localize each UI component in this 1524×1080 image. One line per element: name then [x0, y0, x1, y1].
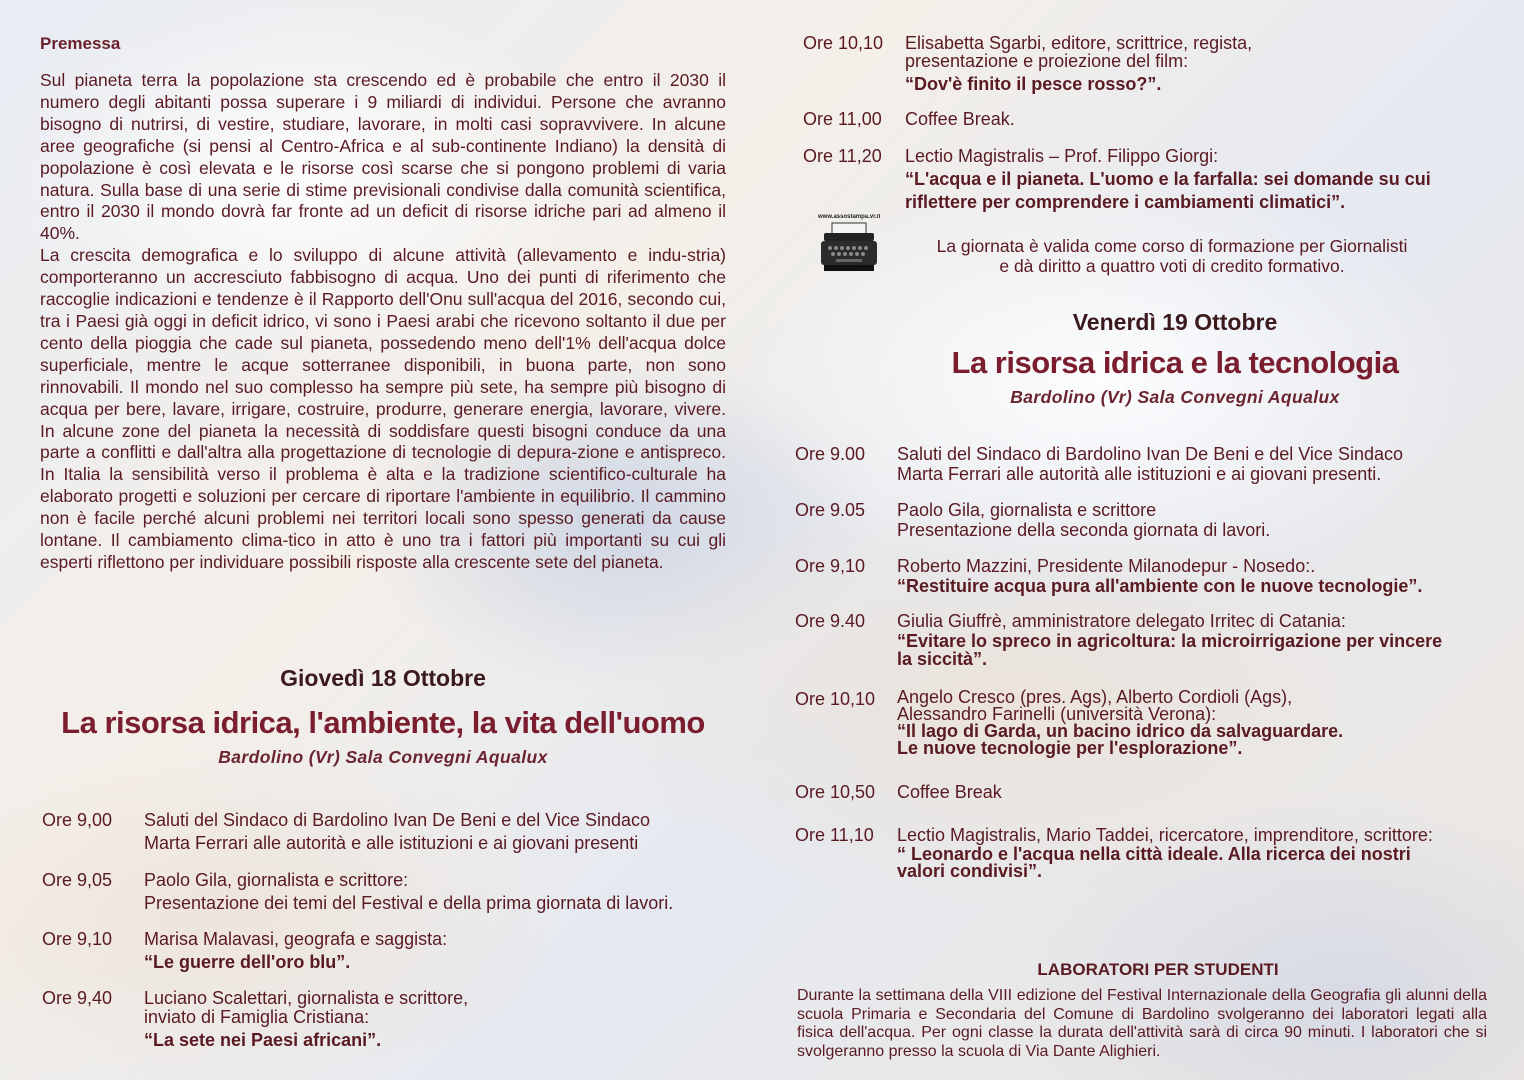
program-talk-title: “Restituire acqua pura all'ambiente con le nuove tecnologie”.	[897, 576, 1423, 596]
program-detail: inviato di Famiglia Cristiana:	[144, 1007, 370, 1027]
typewriter-icon	[818, 221, 880, 275]
program-time: Ore 9.00	[795, 444, 866, 464]
training-note-line2: e dà diritto a quattro voti di credito formativo.	[999, 256, 1345, 276]
program-talk-title-cont: Le nuove tecnologie per l'esplorazione”.	[897, 738, 1243, 758]
premessa-paragraph-2: La crescita demografica e lo sviluppo di alcune attività (allevamento e indu-stria) comporteranno un accresciuto fabbisogno di acqua. Uno dei punti di riferimento che raccoglie indicazioni e tendenze è il Rapporto dell'Onu sull'acqua del 2016, secondo cui, tra i Paesi già oggi in deficit idrico, vi sono i Paesi arabi che ricevono soltanto il due per cento della pioggia che cade sul pianeta, possedendo meno dell'1% dell'acqua dolce superficiale, mentre le acque sotterranee disponibili, in buona parte, non sono rinnovabili. Il mondo nel suo complesso ha sempre più sete, ha sempre più bisogno di acqua per bere, lavare, irrigare, costruire, produrre, generare energia, lavorare, vivere. In alcune zone del pianeta la necessità di soddisfare questi bisogni conduce da una parte a conflitti e dall'altra alla progettazione di tecnologie di depura-zione e antispreco. In Italia la sensibilità verso il problema è alta e la tradizione scientifico-culturale ha elaborato progetti e soluzioni per cercare di riportare l'ambiente in equilibrio. Il cammino non è facile perché alcuni problemi nei territori locali sono spesso generati da cause lontane. Il cambiamento clima-tico in atto è uno tra i fattori più importanti su cui gli esperti riflettono per individuare possibili risposte alla crescente sete del pianeta.	[40, 245, 726, 572]
program-item	[803, 33, 1503, 94]
program-talk-title: “Le guerre dell'oro blu”.	[144, 952, 351, 972]
program-time: Ore 9,05	[42, 870, 113, 890]
program-talk-title: “Evitare lo spreco in agricoltura: la microirrigazione per vincere	[897, 631, 1443, 651]
typewriter-logo-url: www.assostampa.vr.it	[818, 214, 880, 220]
day2-title: La risorsa idrica e la tecnologia	[951, 345, 1399, 380]
program-speaker: Roberto Mazzini, Presidente Milanodepur - Nosedo:.	[897, 556, 1316, 576]
program-time: Ore 11,20	[803, 146, 882, 166]
program-speaker: Paolo Gila, giornalista e scrittore:	[144, 870, 409, 890]
program-time: Ore 9.40	[795, 611, 866, 631]
premessa-paragraph-1: Sul pianeta terra la popolazione sta crescendo ed è probabile che entro il 2030 il numero degli abitanti possa superare i 9 miliardi di individui. Persone che avranno bisogno di nutrirsi, di vestire, studiare, lavorare, in molti casi sopravvivere. In alcune aree geografiche (si pensi al Centro-Africa e al sub-continente Indiano) la densità di popolazione è così elevata e le risorse così scarse che si pongono problemi di varia natura. Sulla base di una serie di stime previsionali condivise dalla comunità scientifica, entro il 2030 il mondo dovrà far fronte ad un deficit di risorse idriche pari ad almeno il 40%.	[40, 70, 726, 244]
program-speaker: Paolo Gila, giornalista e scrittore	[897, 500, 1157, 520]
program-item	[42, 988, 742, 1050]
day1-title: La risorsa idrica, l'ambiente, la vita dell'uomo	[61, 705, 705, 740]
program-detail: presentazione e proiezione del film:	[905, 51, 1189, 71]
program-talk-title: “Il lago di Garda, un bacino idrico da salvaguardare.	[897, 721, 1344, 741]
program-speaker: Elisabetta Sgarbi, editore, scrittrice, regista,	[905, 33, 1253, 53]
program-item	[795, 556, 1505, 596]
program-speaker: Saluti del Sindaco di Bardolino Ivan De Beni e del Vice Sindaco	[897, 444, 1403, 464]
program-detail: Presentazione della seconda giornata di lavori.	[897, 520, 1271, 540]
program-speaker: Lectio Magistralis, Mario Taddei, ricercatore, imprenditore, scrittore:	[897, 825, 1433, 845]
program-talk-title: “ Leonardo e l'acqua nella città ideale. Alla ricerca dei nostri	[897, 844, 1411, 864]
day1-date: Giovedì 18 Ottobre	[280, 665, 486, 691]
program-detail: Presentazione dei temi del Festival e della prima giornata di lavori.	[144, 893, 674, 913]
program-talk-title: “L'acqua e il pianeta. L'uomo e la farfalla: sei domande su cui	[905, 169, 1431, 189]
program-talk-title-cont: la siccità”.	[897, 649, 988, 669]
program-speaker: Lectio Magistralis – Prof. Filippo Giorgi:	[905, 146, 1219, 166]
program-item	[803, 146, 1503, 212]
training-note-line1: La giornata è valida come corso di formazione per Giornalisti	[936, 236, 1408, 256]
program-item	[795, 689, 1505, 757]
program-time: Ore 9,00	[42, 810, 113, 830]
program-item	[803, 109, 1503, 129]
program-time: Ore 11,10	[795, 825, 874, 845]
program-item	[795, 444, 1505, 484]
day2-date: Venerdì 19 Ottobre	[1072, 309, 1278, 335]
program-time: Ore 10,10	[803, 33, 884, 53]
program-item	[42, 929, 742, 972]
program-time: Ore 9,10	[42, 929, 113, 949]
program-item	[795, 611, 1505, 668]
premessa-title: Premessa	[40, 34, 121, 53]
program-time: Ore 10,10	[795, 689, 876, 709]
training-note	[892, 236, 1452, 276]
program-item	[795, 782, 1505, 802]
lab-title: LABORATORI PER STUDENTI	[1037, 960, 1279, 979]
program-speaker: Marisa Malavasi, geografa e saggista:	[144, 929, 448, 949]
program-speaker: Coffee Break	[897, 782, 1002, 802]
program-detail: Marta Ferrari alle autorità e alle istituzioni e ai giovani presenti	[144, 833, 639, 853]
program-item	[795, 500, 1505, 540]
program-talk-title: “La sete nei Paesi africani”.	[144, 1030, 382, 1050]
program-speaker: Angelo Cresco (pres. Ags), Alberto Cordioli (Ags),	[897, 687, 1293, 707]
program-time: Ore 9,40	[42, 988, 113, 1008]
program-speaker: Luciano Scalettari, giornalista e scrittore,	[144, 988, 469, 1008]
program-talk-title-cont: riflettere per comprendere i cambiamenti climatici”.	[905, 192, 1346, 212]
premessa-body	[40, 70, 726, 574]
lab-text: Durante la settimana della VIII edizione del Festival Internazionale della Geografia gli alunni della scuola Primaria e Secondaria del Comune di Bardolino svolgeranno dei laboratori legati alla fisica dell'acqua. Per ogni classe la durata dell'attività sarà di circa 90 minuti. I laboratori che si svolgeranno presso la scuola di Via Dante Alighieri.	[797, 987, 1487, 1060]
program-item	[795, 825, 1505, 880]
program-detail: Alessandro Farinelli (università Verona):	[897, 704, 1217, 724]
program-time: Ore 10,50	[795, 782, 876, 802]
program-speaker: Saluti del Sindaco di Bardolino Ivan De Beni e del Vice Sindaco	[144, 810, 650, 830]
program-time: Ore 11,00	[803, 109, 882, 129]
program-item	[42, 810, 742, 853]
day1-venue: Bardolino (Vr) Sala Convegni Aqualux	[218, 747, 548, 767]
program-detail: Marta Ferrari alle autorità alle istituzioni e ai giovani presenti.	[897, 464, 1382, 484]
program-talk-title: “Dov'è finito il pesce rosso?”.	[905, 74, 1162, 94]
day2-venue: Bardolino (Vr) Sala Convegni Aqualux	[1010, 387, 1340, 407]
program-talk-title-cont: valori condivisi”.	[897, 861, 1043, 881]
program-item	[42, 870, 742, 913]
program-time: Ore 9.05	[795, 500, 866, 520]
typewriter-logo	[818, 214, 880, 276]
program-speaker: Coffee Break.	[905, 109, 1015, 129]
program-time: Ore 9,10	[795, 556, 866, 576]
program-speaker: Giulia Giuffrè, amministratore delegato Irritec di Catania:	[897, 611, 1346, 631]
